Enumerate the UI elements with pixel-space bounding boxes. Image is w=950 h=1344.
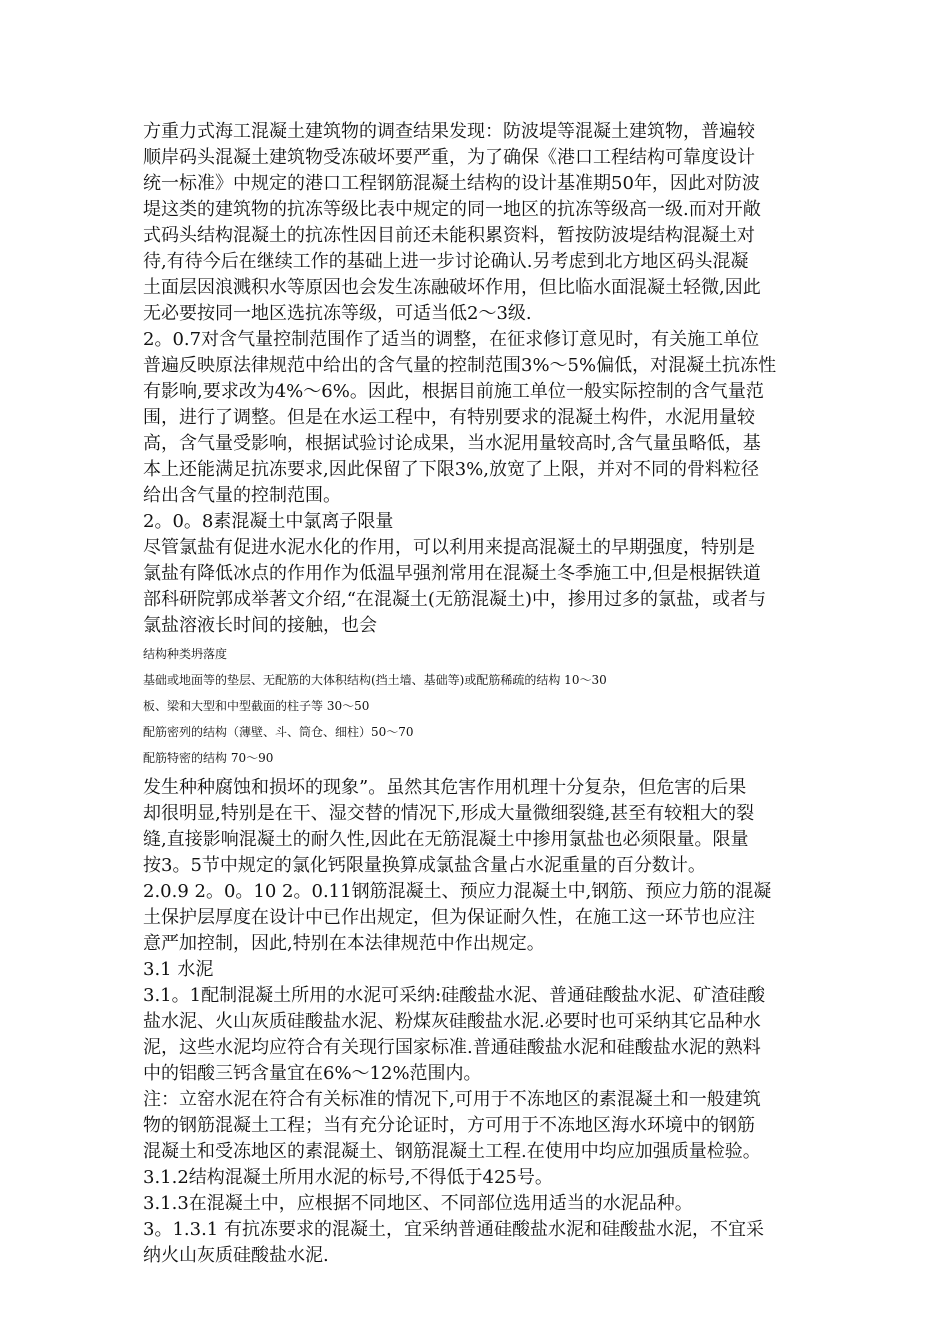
text-line: 部科研院郭成举著文介绍,“在混凝土(无筋混凝土)中，掺用过多的氯盐，或者与 [143,589,766,610]
text-line: 纳火山灰质硅酸盐水泥. [143,1245,329,1266]
text-line: 注：立窑水泥在符合有关标准的情况下,可用于不冻地区的素混凝土和一般建筑 [143,1089,761,1110]
document-page [143,119,813,1269]
text-line: 2.0.9 2。0。10 2。0.11钢筋混凝土、预应力混凝土中,钢筋、预应力筋的混凝 [143,881,772,902]
text-line: 统一标准》中规定的港口工程钢筋混凝土结构的设计基准期50年，因此对防波 [143,173,760,194]
text-line: 3.1 水泥 [143,959,214,980]
text-line: 3。1.3.1 有抗冻要求的混凝土，宜采纳普通硅酸盐水泥和硅酸盐水泥，不宜采 [143,1219,764,1240]
table-row: 结构种类坍落度 [143,647,228,661]
text-line: 氯盐有降低冰点的作用作为低温早强剂常用在混凝土冬季施工中,但是根据铁道 [143,563,761,584]
text-line: 盐水泥、火山灰质硅酸盐水泥、粉煤灰硅酸盐水泥.必要时也可采纳其它品种水 [143,1011,761,1032]
body-text-block-2 [143,775,813,1269]
text-line: 方重力式海工混凝土建筑物的调查结果发现：防波堤等混凝土建筑物，普遍较 [143,121,755,142]
text-line: 缝,直接影响混凝土的耐久性,因此在无筋混凝土中掺用氯盐也必须限量。限量 [143,829,749,850]
table-row: 基础或地面等的垫层、无配筋的大体积结构(挡土墙、基础等)或配筋稀疏的结构 10～30 [143,673,607,687]
text-line: 堤这类的建筑物的抗冻等级比表中规定的同一地区的抗冻等级高一级.而对开敞 [143,199,761,220]
text-line: 2。0。8素混凝土中氯离子限量 [143,511,394,532]
text-line: 氯盐溶液长时间的接触，也会 [143,615,377,636]
text-line: 顺岸码头混凝土建筑物受冻破坏要严重，为了确保《港口工程结构可靠度设计 [143,147,755,168]
table-row: 配筋密列的结构（薄壁、斗、筒仓、细柱）50～70 [143,725,414,739]
text-line: 混凝土和受冻地区的素混凝土、钢筋混凝土工程.在使用中均应加强质量检验。 [143,1141,761,1162]
table-row: 配筋特密的结构 70～90 [143,751,274,765]
text-line: 2。0.7对含气量控制范围作了适当的调整，在征求修订意见时，有关施工单位 [143,329,760,350]
text-line: 本上还能满足抗冻要求,因此保留了下限3%,放宽了上限，并对不同的骨料粒径 [143,459,759,480]
text-line: 土保护层厚度在设计中已作出规定，但为保证耐久性，在施工这一环节也应注 [143,907,755,928]
text-line: 3.1.2结构混凝土所用水泥的标号,不得低于425号。 [143,1167,553,1188]
text-line: 却很明显,特别是在干、湿交替的情况下,形成大量微细裂缝,甚至有较粗大的裂 [143,803,755,824]
text-line: 3.1.3在混凝土中，应根据不同地区、不同部位选用适当的水泥品种。 [143,1193,693,1214]
text-line: 中的铝酸三钙含量宜在6%～12%范围内。 [143,1063,482,1084]
text-line: 式码头结构混凝土的抗冻性因目前还未能积累资料，暂按防波堤结构混凝土对 [143,225,755,246]
text-line: 发生种种腐蚀和损坏的现象”。虽然其危害作用机理十分复杂，但危害的后果 [143,777,747,798]
text-line: 待,有待今后在继续工作的基础上进一步讨论确认.另考虑到北方地区码头混凝 [143,251,749,272]
body-text-block-1 [143,119,813,639]
table-row: 板、梁和大型和中型截面的柱子等 30～50 [143,699,370,713]
text-line: 普遍反映原法律规范中给出的含气量的控制范围3%～5%偏低，对混凝土抗冻性 [143,355,777,376]
text-line: 高，含气量受影响，根据试验讨论成果，当水泥用量较高时,含气量虽略低，基 [143,433,761,454]
text-line: 泥，这些水泥均应符合有关现行国家标准.普通硅酸盐水泥和硅酸盐水泥的熟料 [143,1037,761,1058]
text-line: 尽管氯盐有促进水泥水化的作用，可以利用来提高混凝土的早期强度，特别是 [143,537,755,558]
text-line: 物的钢筋混凝土工程；当有充分论证时，方可用于不冻地区海水环境中的钢筋 [143,1115,755,1136]
text-line: 意严加控制，因此,特别在本法律规范中作出规定。 [143,933,545,954]
text-line: 给出含气量的控制范围。 [143,485,341,506]
text-line: 围，进行了调整。但是在水运工程中，有特别要求的混凝土构件，水泥用量较 [143,407,755,428]
text-line: 按3。5节中规定的氯化钙限量换算成氯盐含量占水泥重量的百分数计。 [143,855,706,876]
text-line: 土面层因浪溅积水等原因也会发生冻融破坏作用，但比临水面混凝土轻微,因此 [143,277,761,298]
text-line: 3.1。1配制混凝土所用的水泥可采纳:硅酸盐水泥、普通硅酸盐水泥、矿渣硅酸 [143,985,766,1006]
text-line: 无必要按同一地区选抗冻等级，可适当低2～3级. [143,303,532,324]
text-line: 有影响,要求改为4%～6%。因此，根据目前施工单位一般实际控制的含气量范 [143,381,764,402]
slump-table [143,641,813,771]
